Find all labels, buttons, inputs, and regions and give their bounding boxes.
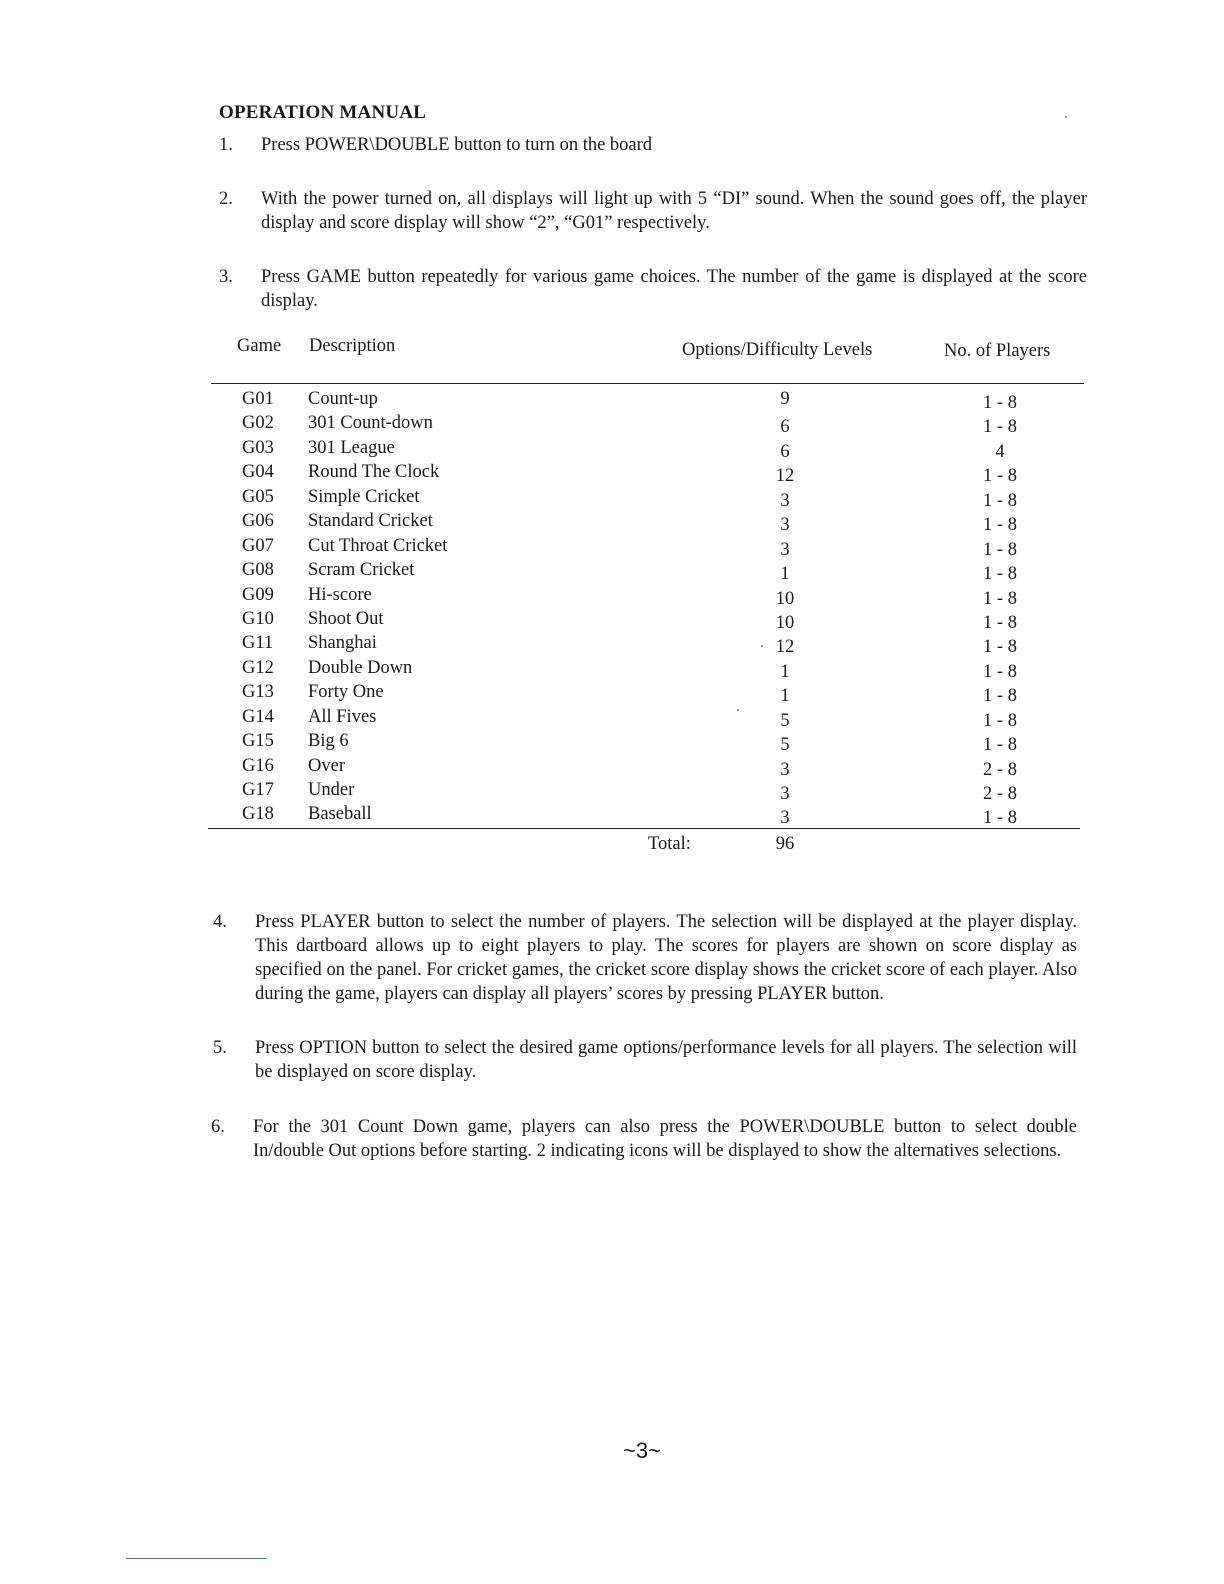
step-text: With the power turned on, all displays will light up with 5 “DI” sound. When the sound goes off, the player display and score display will show “2”, “G01” respectively.: [261, 189, 1087, 233]
step-6: [211, 1115, 1081, 1190]
scan-speck: [1065, 116, 1067, 118]
game-players: 1 - 8: [983, 393, 1017, 413]
game-description: Over: [308, 756, 345, 776]
table-row: [0, 536, 1224, 561]
game-code: G17: [242, 780, 274, 800]
game-players: 1 - 8: [983, 735, 1017, 755]
game-players: 1 - 8: [983, 637, 1017, 657]
total-label: Total:: [648, 834, 691, 854]
game-options: 3: [780, 515, 790, 535]
game-description: Standard Cricket: [308, 511, 433, 531]
table-row: [0, 609, 1224, 634]
game-players: 1 - 8: [983, 540, 1017, 560]
step-5: [213, 1036, 1083, 1086]
game-code: G16: [242, 756, 274, 776]
game-options: 12: [775, 637, 795, 657]
game-description: Forty One: [308, 682, 384, 702]
game-code: G04: [242, 462, 274, 482]
game-description: Simple Cricket: [308, 487, 420, 507]
game-code: G18: [242, 804, 274, 824]
total-value: 96: [775, 834, 795, 854]
table-row: [0, 682, 1224, 707]
game-description: Baseball: [308, 804, 372, 824]
table-row: [0, 756, 1224, 781]
step-2: [219, 187, 1089, 237]
game-description: Double Down: [308, 658, 413, 678]
table-row: [0, 438, 1224, 463]
game-code: G11: [242, 633, 274, 653]
game-players: 1 - 8: [983, 711, 1017, 731]
game-options: 3: [780, 760, 790, 780]
game-description: Big 6: [308, 731, 349, 751]
game-description: All Fives: [308, 707, 377, 727]
game-code: G06: [242, 511, 274, 531]
scan-speck: [737, 709, 739, 711]
table-row: [0, 780, 1224, 805]
game-options: 10: [775, 589, 795, 609]
game-options: 3: [780, 540, 790, 560]
game-options: 1: [780, 662, 790, 682]
game-code: G15: [242, 731, 274, 751]
table-row: [0, 413, 1224, 438]
table-row: [0, 560, 1224, 585]
step-1: [219, 133, 1089, 159]
table-row: [0, 658, 1224, 683]
col-header-players: No. of Players: [944, 341, 1051, 361]
game-players: 1 - 8: [983, 589, 1017, 609]
table-row: [0, 804, 1224, 829]
game-description: Hi-score: [308, 585, 372, 605]
game-options: 9: [780, 389, 790, 409]
table-row: [0, 511, 1224, 536]
game-description: Cut Throat Cricket: [308, 536, 448, 556]
game-options: 6: [780, 442, 790, 462]
table-row: [0, 707, 1224, 732]
game-options: 1: [780, 564, 790, 584]
game-options: 3: [780, 491, 790, 511]
page-heading: OPERATION MANUAL: [219, 102, 427, 123]
game-players: 4: [995, 442, 1005, 462]
step-text: Press OPTION button to select the desired game options/performance levels for all players. The selection will be displayed on score display.: [255, 1038, 1077, 1082]
col-header-options: Options/Difficulty Levels: [682, 340, 873, 360]
step-text: For the 301 Count Down game, players can also press the POWER\DOUBLE button to select double In/double Out options before starting. 2 indicating icons will be displayed to show the alternatives selections.: [253, 1117, 1077, 1161]
step-4: [213, 910, 1083, 1010]
step-text: Press GAME button repeatedly for various game choices. The number of the game is displayed at the score display.: [261, 267, 1087, 311]
scan-speck: [761, 645, 763, 647]
game-code: G03: [242, 438, 274, 458]
game-code: G09: [242, 585, 274, 605]
table-row: [0, 389, 1224, 414]
game-code: G10: [242, 609, 274, 629]
table-bottom-rule: [208, 828, 1080, 829]
game-players: 1 - 8: [983, 491, 1017, 511]
page-number: ~3~: [623, 1438, 661, 1463]
game-description: Shoot Out: [308, 609, 384, 629]
game-code: G14: [242, 707, 274, 727]
table-top-rule: [211, 383, 1084, 384]
game-description: Scram Cricket: [308, 560, 415, 580]
game-players: 1 - 8: [983, 662, 1017, 682]
game-players: 1 - 8: [983, 417, 1017, 437]
game-options: 6: [780, 417, 790, 437]
game-code: G07: [242, 536, 274, 556]
game-options: 5: [780, 711, 790, 731]
game-description: 301 Count-down: [308, 413, 433, 433]
game-description: Under: [308, 780, 355, 800]
game-players: 1 - 8: [983, 564, 1017, 584]
game-description: Count-up: [308, 389, 378, 409]
game-description: Round The Clock: [308, 462, 440, 482]
game-code: G02: [242, 413, 274, 433]
table-row: [0, 462, 1224, 487]
game-options: 12: [775, 466, 795, 486]
game-players: 1 - 8: [983, 515, 1017, 535]
game-players: 1 - 8: [983, 466, 1017, 486]
game-description: Shanghai: [308, 633, 377, 653]
bottom-edge-line: [126, 1558, 267, 1559]
game-code: G13: [242, 682, 274, 702]
game-players: 2 - 8: [983, 760, 1017, 780]
step-text: Press POWER\DOUBLE button to turn on the board: [261, 135, 653, 155]
game-players: 2 - 8: [983, 784, 1017, 804]
game-players: 1 - 8: [983, 808, 1017, 828]
game-players: 1 - 8: [983, 613, 1017, 633]
step-text: Press PLAYER button to select the number of players. The selection will be displayed at the player display. This dartboard allows up to eight players to play. The scores for players are shown on score display as specified on the panel. For cricket games, the cricket score display shows the cricket score of each player. Also during the game, players can display all players’ scores by pressing PLAYER button.: [255, 912, 1077, 1004]
step-3: [219, 265, 1089, 315]
game-code: G08: [242, 560, 274, 580]
step-number: 5.: [213, 1038, 227, 1058]
step-number: 1.: [219, 135, 233, 155]
table-row: [0, 585, 1224, 610]
col-header-game: Game: [237, 336, 282, 356]
step-number: 6.: [211, 1117, 225, 1137]
game-options: 3: [780, 808, 790, 828]
step-number: 2.: [219, 189, 233, 209]
game-options: 5: [780, 735, 790, 755]
game-options: 1: [780, 686, 790, 706]
game-options: 3: [780, 784, 790, 804]
game-code: G01: [242, 389, 274, 409]
game-players: 1 - 8: [983, 686, 1017, 706]
game-description: 301 League: [308, 438, 395, 458]
game-code: G12: [242, 658, 274, 678]
step-number: 4.: [213, 912, 227, 932]
table-row: [0, 731, 1224, 756]
step-number: 3.: [219, 267, 233, 287]
col-header-description: Description: [309, 336, 396, 356]
table-row: [0, 633, 1224, 658]
game-options: 10: [775, 613, 795, 633]
table-row: [0, 487, 1224, 512]
game-code: G05: [242, 487, 274, 507]
